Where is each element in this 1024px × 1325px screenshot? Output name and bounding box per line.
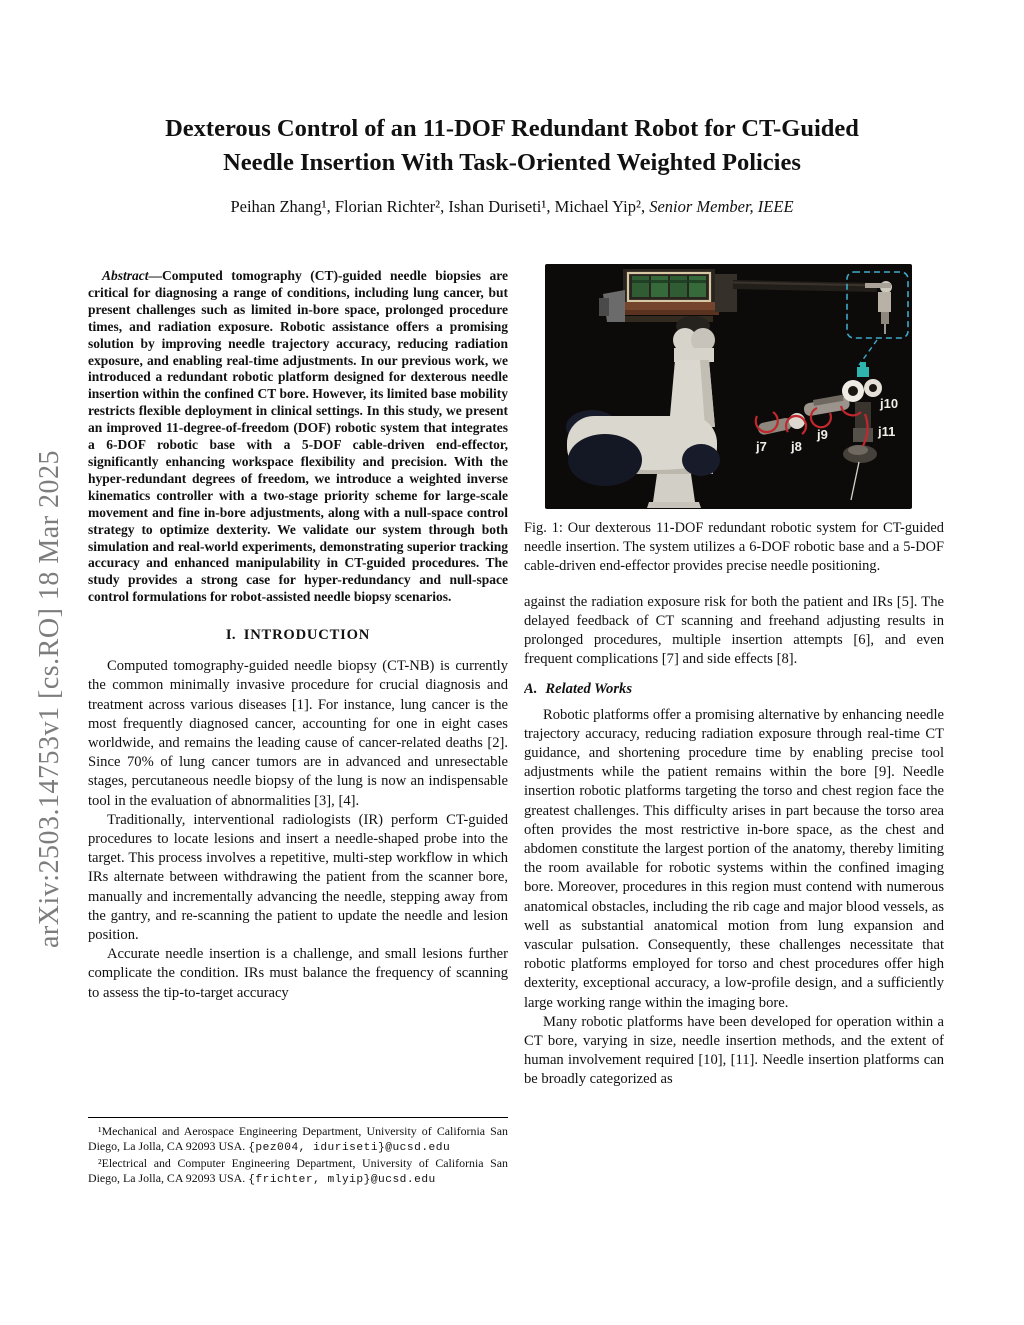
- intro-paragraph-3-continued: against the radiation exposure risk for both the patient and IRs [5]. The delayed feedback of CT scanning and freehand adjusting results in prolonged procedures, multiple insertion attempts [6], and even frequent complications [7] and side effects [8].: [524, 593, 944, 668]
- joint-label-j9: j9: [817, 427, 828, 442]
- figure-1-photo: [545, 264, 912, 509]
- abstract-text: —Computed tomography (CT)-guided needle biopsies are critical for diagnosing a range of conditions, including lung cancer, but present challenges such as limited in-bore space, prolonged procedure times, and radiation exposure. Robotic assistance offers a promising solution by improving needle trajectory accuracy, reducing radiation exposure, and enabling real-time adjustments. In our previous work, we introduced a redundant robotic platform designed for dexterous needle insertion within the confined CT bore. However, its limited base mobility restricts flexible deployment in clinical settings. In this study, we present an improved 11-degree-of-freedom (DOF) robotic system that integrates a 6-DOF robotic base with a 5-DOF cable-driven end-effector, significantly enhancing workspace flexibility and precision. With the hyper-redundant degrees of freedom, we introduce a weighted inverse kinematics controller with a two-stage priority scheme for large-scale movement and fine in-bore adjustments, along with a null-space control strategy to optimize dexterity. We validate our system through both simulation and real-world experiments, demonstrating superior tracking accuracy and enhanced manipulability in CT-guided procedures. The study provides a strong case for hyper-redundancy and null-space control formulations for robot-assisted needle biopsy scenarios.: [88, 268, 508, 605]
- joint-label-j7: j7: [756, 439, 767, 454]
- figure-1-caption: Fig. 1: Our dexterous 11-DOF redundant robotic system for CT-guided needle insertion. The system utilizes a 6-DOF robotic base and a 5-DOF cable-driven end-effector provides precise needle positioning.: [524, 520, 944, 574]
- section-title: INTRODUCTION: [243, 627, 371, 644]
- title-block: [0, 112, 1024, 217]
- footnotes: [88, 1117, 508, 1188]
- section-number: I.: [225, 627, 236, 644]
- intro-paragraph-2: Traditionally, interventional radiologists (IR) perform CT-guided procedures to locate lesions and insert a needle-shaped probe into the target. This process involves a repetitive, multi-step workflow in which IRs alternate between withdrawing the patient from the scanner bore, manually and incrementally advancing the needle, stepping away from the gantry, and re-scanning the patient to update the needle and lesion position.: [88, 811, 508, 943]
- authors-names: Peihan Zhang¹, Florian Richter², Ishan Duriseti¹, Michael Yip²,: [230, 196, 650, 216]
- figure-1: [524, 264, 944, 576]
- section-heading-introduction: [88, 627, 508, 644]
- footnote-1-text: ¹Mechanical and Aerospace Engineering Department, University of California San Diego, La Jolla, CA 92093 USA.: [88, 1124, 508, 1153]
- subsection-heading-related-works: [524, 681, 944, 698]
- abstract-label: Abstract: [102, 268, 149, 283]
- abstract: [88, 268, 508, 606]
- footnote-2: [88, 1156, 508, 1188]
- footnote-1: [88, 1124, 508, 1156]
- intro-paragraph-1: Computed tomography-guided needle biopsy (CT-NB) is currently the common minimally invasive procedure for crucial diagnosis and treatment across various diseases [1]. For instance, lung cancer is the most frequently diagnosed cancer, accounting for one in eight cases worldwide, and remains the leading cause of cancer-related deaths [2]. Since 70% of lung cancer tumors are in advanced and unresectable stages, percutaneous needle biopsy of the lung is now an indispensable tool in the evaluation of abnormalities [3], [4].: [88, 658, 508, 809]
- right-column: [524, 264, 944, 1239]
- intro-paragraph-3: Accurate needle insertion is a challenge, and small lesions further complicate the condition. IRs must balance the frequency of scanning to assess the tip-to-target accuracy: [88, 946, 508, 1001]
- authors-suffix: Senior Member, IEEE: [649, 196, 794, 216]
- footnote-1-email: {pez004, iduriseti}@ucsd.edu: [248, 1142, 451, 1154]
- left-column: [88, 268, 508, 1114]
- related-works-paragraph-1: Robotic platforms offer a promising alternative by enhancing needle trajectory accuracy, reducing radiation exposure through real-time CT guidance, and shortening procedure time by enabling precise tool adjustments while the patient remains within the bore [9]. Needle insertion robotic platforms targeting the torso and chest region face the greatest challenges. This difficulty arises in part because the torso area often provides the most restrictive in-bore space, as the chest and abdomen constitute the largest portion of the anatomy, thereby limiting the room available for robotic systems within the confined imaging bore. Moreover, procedures in this region must contend with numerous anatomical obstacles, including the rib cage and major blood vessels, as well as substantial anatomical motion from lung expansion and vascular pulsation. Consequently, these challenges necessitate that robotic platforms employed for torso and chest procedures offer high dexterity, exceptional accuracy, a low-profile design, and a sufficiently large working range within the imaging bore.: [524, 706, 944, 1011]
- authors-line: [0, 197, 1024, 217]
- related-works-paragraph-2: Many robotic platforms have been developed for operation within a CT bore, varying in size, needle insertion methods, and the extent of human involvement required [10], [11]. Needle insertion platforms can be broadly categorized as: [524, 1013, 944, 1088]
- joint-label-j10: j10: [880, 396, 899, 411]
- joint-label-j11: j11: [878, 424, 896, 439]
- footnote-2-text: ²Electrical and Computer Engineering Department, University of California San Diego, La Jolla, CA 92093 USA.: [88, 1156, 508, 1185]
- subsection-number: A.: [524, 680, 538, 697]
- subsection-title: Related Works: [545, 680, 633, 697]
- joint-label-j8: j8: [791, 439, 802, 454]
- footnote-2-email: {frichter, mlyip}@ucsd.edu: [248, 1174, 436, 1186]
- paper-title: Dexterous Control of an 11-DOF Redundant Robot for CT-Guided Needle Insertion With Task-Oriented Weighted Policies: [165, 115, 859, 176]
- arxiv-banner: arXiv:2503.14753v1 [cs.RO] 18 Mar 2025: [34, 449, 65, 948]
